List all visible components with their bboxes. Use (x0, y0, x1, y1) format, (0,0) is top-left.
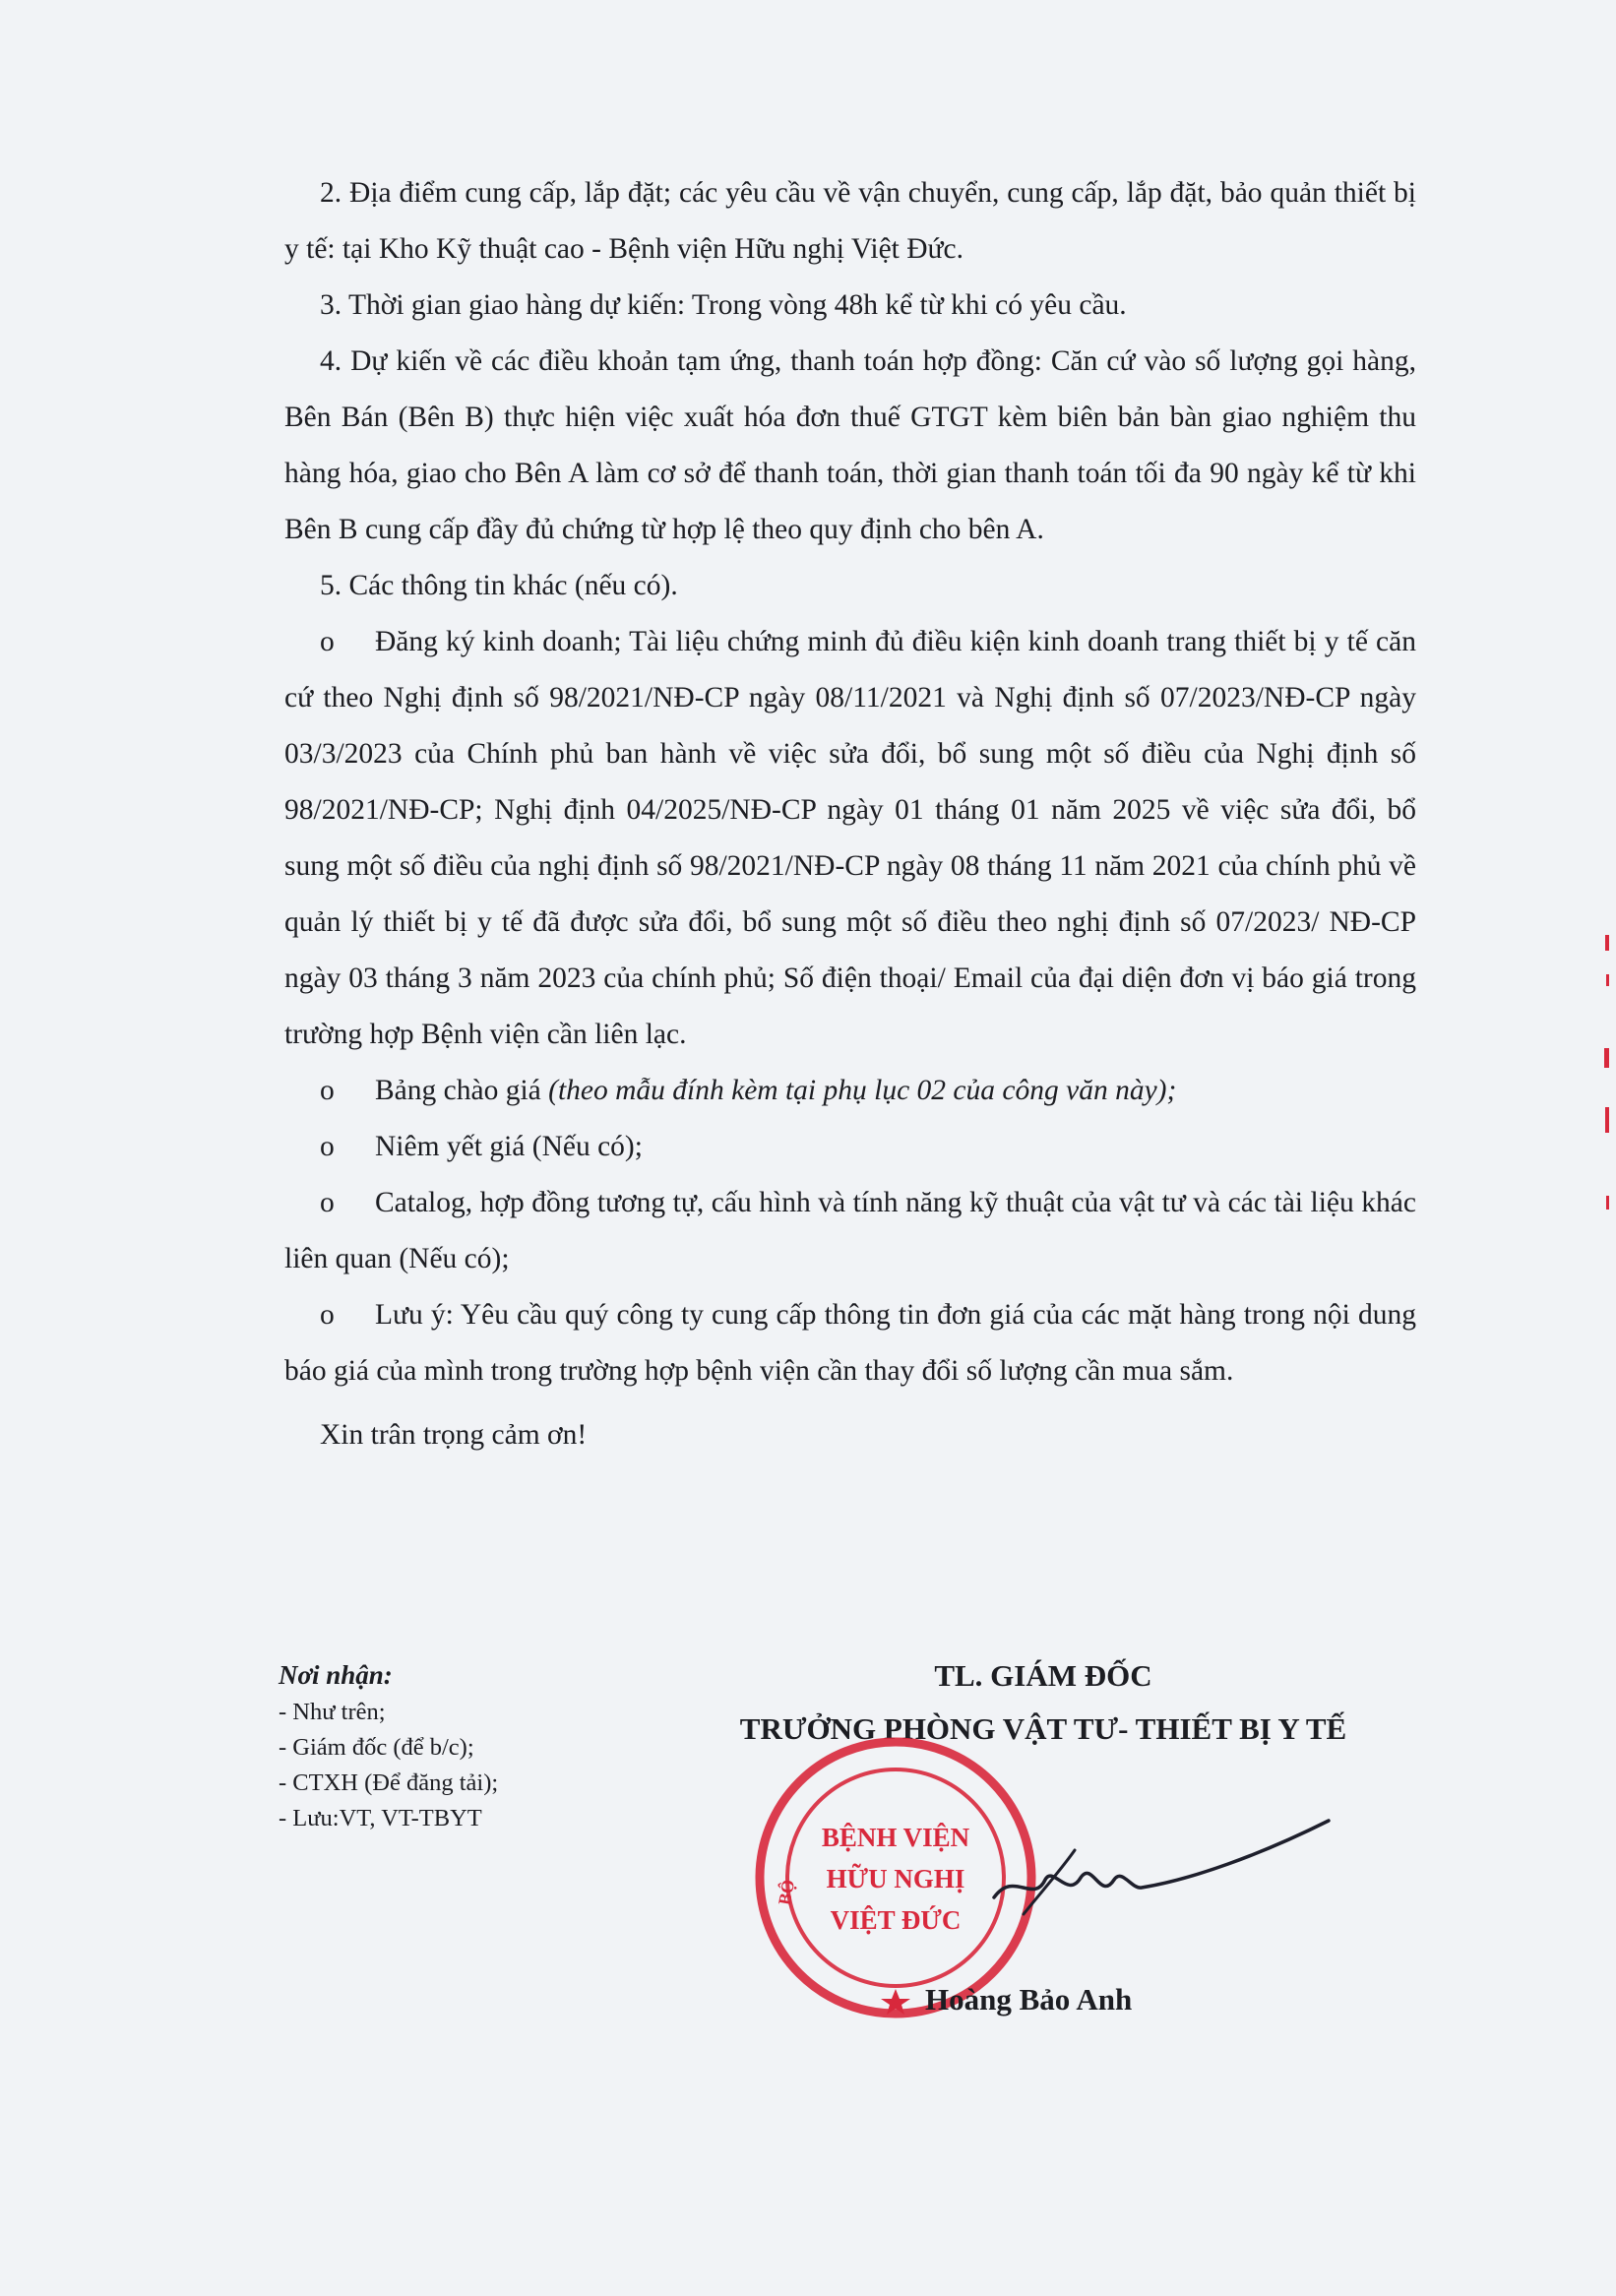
recipient-item: - Giám đốc (để b/c); (279, 1734, 474, 1761)
recipient-item: - CTXH (Để đăng tải); (279, 1769, 499, 1796)
handwritten-signature (984, 1811, 1338, 1949)
recipient-item: - Lưu:VT, VT-TBYT (279, 1805, 482, 1831)
bullet-mark: o (320, 1131, 335, 1162)
bullet-listed-price (284, 1119, 1416, 1175)
bullet-catalog (284, 1175, 1416, 1287)
bullet-text: Đăng ký kinh doanh; Tài liệu chứng minh đủ điều kiện kinh doanh trang thiết bị y tế căn cứ theo Nghị định số 98/2021/NĐ-CP ngày 08/11/2021 và Nghị định số 07/2023/NĐ-CP ngày 03/3/2023 của Chính phủ ban hành về việc sửa đổi, bổ sung một số điều của Nghị định số 98/2021/NĐ-CP; Nghị định 04/2025/NĐ-CP ngày 01 tháng 01 năm 2025 về việc sửa đổi, bổ sung một số điều của nghị định số 98/2021/NĐ-CP ngày 08 tháng 11 năm 2021 của chính phủ về quản lý thiết bị y tế đã được sửa đổi, bổ sung một số điều theo nghị định số 07/2023/ NĐ-CP ngày 03 tháng 3 năm 2023 của chính phủ; Số điện thoại/ Email của đại diện đơn vị báo giá trong trường hợp Bệnh viện cần liên lạc. (284, 626, 1416, 1050)
signer-name: Hoàng Bảo Anh (925, 1982, 1133, 2017)
bullet-text: Niêm yết giá (Nếu có); (375, 1131, 643, 1162)
closing-thanks: Xin trân trọng cảm ơn! (320, 1419, 588, 1451)
bullet-mark: o (320, 1299, 335, 1331)
signature-position: TRƯỞNG PHÒNG VẬT TƯ- THIẾT BỊ Y TẾ (739, 1711, 1347, 1746)
bullet-price-quote (284, 1063, 1416, 1119)
bullet-note (284, 1287, 1416, 1399)
paragraph-payment-terms: 4. Dự kiến về các điều khoản tạm ứng, thanh toán hợp đồng: Căn cứ vào số lượng gọi hàng, Bên Bán (Bên B) thực hiện việc xuất hóa đơn thuế GTGT kèm biên bản bàn giao nghiệm thu hàng hóa, giao cho Bên A làm cơ sở để thanh toán, thời gian thanh toán tối đa 90 ngày kể từ khi Bên B cung cấp đầy đủ chứng từ hợp lệ theo quy định cho bên A. (284, 345, 1416, 545)
bullet-text: Bảng chào giá (375, 1075, 549, 1106)
recipients-heading: Nơi nhận: (279, 1660, 393, 1690)
stamp-side-text: BỘ (774, 1878, 799, 1907)
stamp-line-1: BỆNH VIỆN (821, 1823, 970, 1852)
bullet-mark: o (320, 1187, 335, 1218)
stamp-line-3: VIỆT ĐỨC (830, 1905, 962, 1935)
bullet-mark: o (320, 1075, 335, 1106)
signature-on-behalf: TL. GIÁM ĐỐC (934, 1658, 1152, 1693)
edge-stamp-marks (1599, 915, 1613, 1230)
recipient-item: - Như trên; (279, 1699, 386, 1725)
document-body (284, 165, 1416, 1463)
bullet-text: Lưu ý: Yêu cầu quý công ty cung cấp thông tin đơn giá của các mặt hàng trong nội dung báo giá của mình trong trường hợp bệnh viện cần thay đổi số lượng cần mua sắm. (284, 1299, 1416, 1387)
paragraph-delivery-location: 2. Địa điểm cung cấp, lắp đặt; các yêu cầu về vận chuyển, cung cấp, lắp đặt, bảo quản thiết bị y tế: tại Kho Kỹ thuật cao - Bệnh viện Hữu nghị Việt Đức. (284, 177, 1416, 265)
bullet-text: Catalog, hợp đồng tương tự, cấu hình và tính năng kỹ thuật của vật tư và các tài liệu khác liên quan (Nếu có); (284, 1187, 1416, 1274)
stamp-line-2: HỮU NGHỊ (826, 1864, 965, 1893)
bullet-text-italic: (theo mẫu đính kèm tại phụ lục 02 của công văn này); (548, 1075, 1177, 1106)
paragraph-delivery-time: 3. Thời gian giao hàng dự kiến: Trong vòng 48h kể từ khi có yêu cầu. (320, 289, 1127, 321)
paragraph-other-info: 5. Các thông tin khác (nếu có). (320, 570, 678, 601)
bullet-business-registration (284, 614, 1416, 1063)
bullet-mark: o (320, 626, 335, 657)
recipients-block (279, 1657, 498, 1836)
